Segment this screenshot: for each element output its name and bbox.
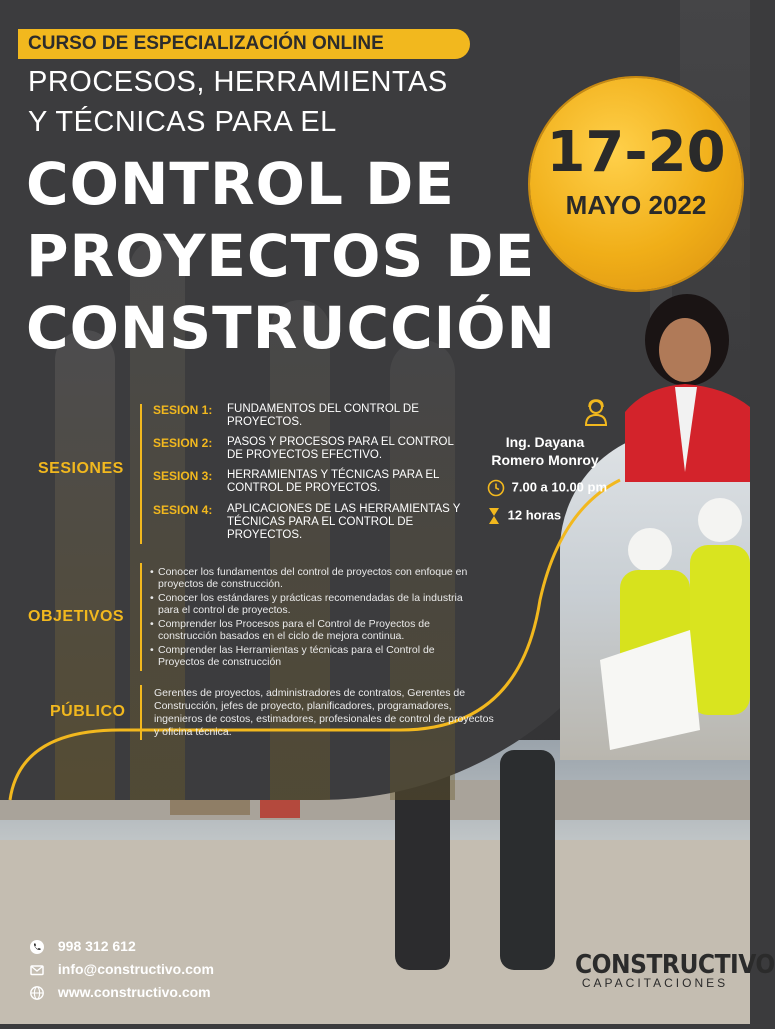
email-icon — [30, 963, 44, 977]
session-3-text: HERRAMIENTAS Y TÉCNICAS PARA EL CONTROL DE PROYECTOS. — [227, 469, 439, 494]
instructor-name — [470, 433, 620, 469]
sessions-label: SESIONES — [38, 460, 124, 477]
session-2-key: SESION 2: — [153, 436, 213, 450]
email-text: info@constructivo.com — [57, 961, 214, 977]
clock-icon — [487, 479, 505, 497]
objective-item: • Conocer los estándares y prácticas recomendadas de la industria para el control de proyectos. — [158, 592, 478, 616]
session-2-text: PASOS Y PROCESOS PARA EL CONTROL DE PROYECTOS EFECTIVO. — [227, 436, 454, 461]
title-line-3: CONSTRUCCIÓN — [26, 294, 557, 362]
instructor-portrait — [625, 292, 750, 482]
duration-text: 12 horas — [507, 507, 562, 523]
session-1-key: SESION 1: — [153, 403, 213, 417]
title-line-1: CONTROL DE — [26, 150, 455, 218]
instructor-icon — [583, 398, 609, 426]
subtitle-line-1: PROCESOS, HERRAMIENTAS — [28, 66, 448, 98]
audience-text: Gerentes de proyectos, administradores de contratos, Gerentes de Construcción, jefes de proyecto, planificadores, programadores, ingenieros de costos, estimadores, profesionales de control de proyectos y oficina técnica. — [154, 687, 494, 738]
contact-email[interactable] — [30, 961, 214, 977]
session-3-key: SESION 3: — [153, 469, 213, 483]
objectives-bracket — [140, 563, 142, 671]
contact-phone[interactable] — [30, 938, 136, 954]
phone-text: 998 312 612 — [57, 938, 136, 954]
contact-website[interactable] — [30, 984, 211, 1000]
date-badge — [530, 78, 742, 290]
objectives-label: OBJETIVOS — [28, 608, 125, 625]
objective-item: • Comprender los Procesos para el Control de Proyectos de construcción basados en el ciclo de mejora continua. — [158, 618, 478, 642]
schedule-row — [487, 479, 607, 497]
date-days: 17-20 — [546, 120, 726, 185]
schedule-text: 7.00 a 10.00 pm — [511, 479, 608, 495]
objective-item: • Conocer los fundamentos del control de proyectos con enfoque en proyectos de construcción. — [158, 566, 478, 590]
duration-row — [487, 507, 561, 525]
instructor-name-line-1: Ing. Dayana — [505, 434, 585, 450]
phone-icon — [30, 940, 44, 954]
brand-name: CONSTRUCTIVO — [575, 950, 775, 980]
session-4-key: SESION 4: — [153, 503, 213, 517]
course-type-label: CURSO DE ESPECIALIZACIÓN ONLINE — [28, 33, 384, 54]
website-text: www.constructivo.com — [57, 984, 211, 1000]
session-4-text: APLICACIONES DE LAS HERRAMIENTAS Y TÉCNICAS PARA EL CONTROL DE PROYECTOS. — [227, 503, 461, 541]
globe-icon — [30, 986, 44, 1000]
instructor-name-line-2: Romero Monroy — [491, 452, 599, 468]
audience-label: PÚBLICO — [50, 703, 126, 720]
audience-bracket — [140, 685, 142, 740]
instructor-photo — [625, 292, 750, 482]
objective-item: • Comprender las Herramientas y técnicas para el Control de Proyectos de construcción — [158, 644, 478, 668]
subtitle-line-2: Y TÉCNICAS PARA EL — [28, 106, 337, 138]
session-1-text: FUNDAMENTOS DEL CONTROL DE PROYECTOS. — [227, 403, 419, 428]
sessions-bracket — [140, 404, 142, 544]
title-line-2: PROYECTOS DE — [26, 222, 536, 290]
course-type-banner — [18, 29, 470, 59]
date-month-year: MAYO 2022 — [565, 190, 707, 220]
brand-tagline: CAPACITACIONES — [581, 976, 729, 990]
hourglass-icon — [487, 507, 501, 525]
brand-logo — [575, 950, 775, 990]
